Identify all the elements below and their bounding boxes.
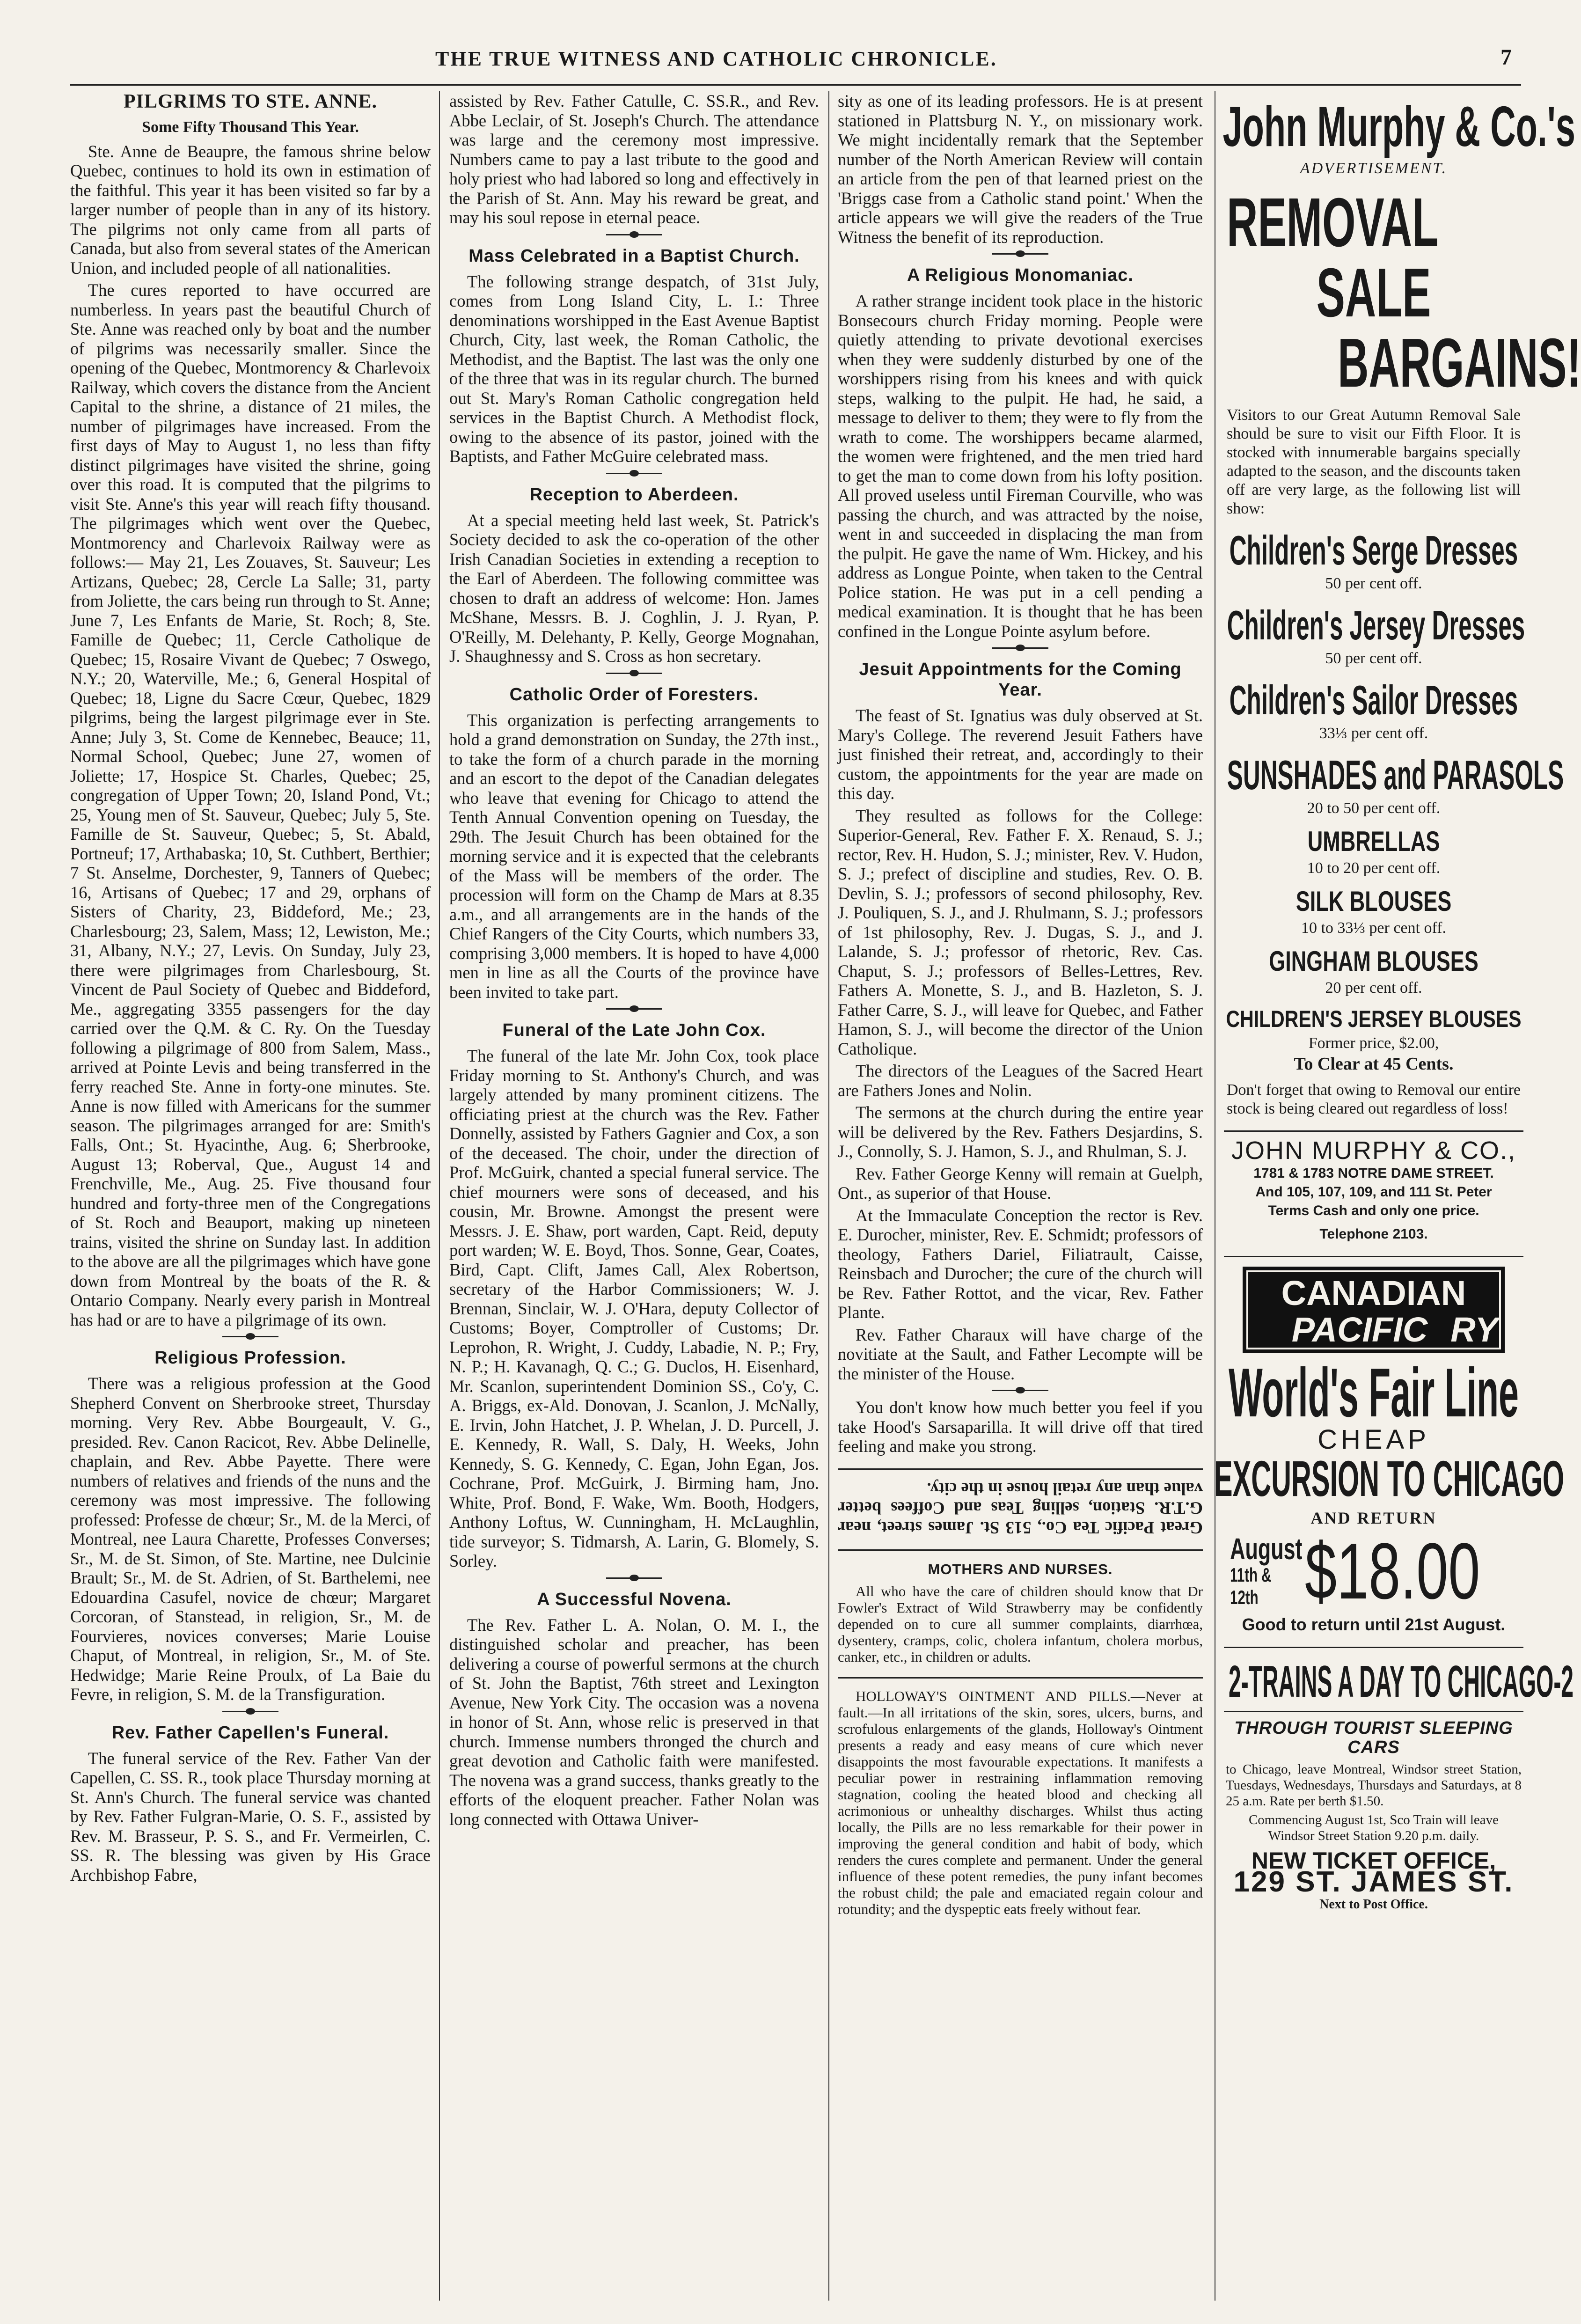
article-paragraph: sity as one of its leading professors. He is at present stationed in Plattsburg N. Y., on missionary work. We might incidentally remark that the September number of the North American Review will contain an article from the pen of that learned priest on the 'Briggs case from a Catholic stand point.' When the article appears we will give the readers of the True Witness the benefit of its reproduction. bbox=[838, 91, 1203, 247]
rule bbox=[838, 1677, 1203, 1679]
article-paragraph: The funeral of the late Mr. John Cox, took place Friday morning to St. Anthony's Church, and was largely attended by many prominent citizens. The officiating priest at the church was the Rev. Father Donnelly, assisted by Fathers Gagnier and Cox, a son of the deceased. The choir, under the direction of Prof. McGuirk, chanted a special funeral service. The chief mourners were sons of deceased, and his cousin, Mr. Browne. Amongst the present were Messrs. J. E. Shaw, port warden, Capt. Reid, deputy port warden; W. E. Boyd, Thos. Sonne, Gear, Coates, Bird, Capt. Clift, James Call, Alex Robertson, secretary of the Harbor Commissioners; W. J. Brennan, Sinclair, W. J. O'Hara, deputy Collector of Customs; Boyer, Comptroller of Customs; Dr. Leprohon, R. Wright, J. Cuddy, Labadie, N. P.; Fry, N. P.; H. Kavanagh, Q. C.; G. Duclos, H. Eisenhard, Mr. Scanlon, superintendent Dominion SS., Co'y, C. A. Briggs, ex-Ald. Donovan, J. Scanlon, J. McNally, E. Irvin, John Hatchet, J. P. Whelan, J. D. Purcell, J. E. Kennedy, R. Wall, S. Daly, H. Weeks, John Kennedy, S. G. Kennedy, C. Egan, John Egan, Jos. Cochrane, Prof. McGuirk, J. Birming ham, Jno. White, Prof. Bond, F. Wake, Wm. Booth, Hodgers, Anthony Loftus, W. Cunningham, H. McLaughlin, tide surveyor; S. Tidmarsh, A. Larin, G. Blomely, S. Sorley. bbox=[449, 1046, 819, 1570]
ad-item-name: UMBRELLAS bbox=[1307, 825, 1440, 857]
ad-schedule-note: Commencing August 1st, Sco Train will leave Windsor Street Station 9.20 p.m. daily. bbox=[1248, 1812, 1499, 1843]
ad-sale: SALE bbox=[1316, 254, 1431, 331]
ad-item-name: CHILDREN'S JERSEY BLOUSES bbox=[1226, 1005, 1522, 1032]
ad-hoods: You don't know how much better you feel if you take Hood's Sarsaparilla. It will drive off that tired feeling and make you strong. bbox=[838, 1398, 1203, 1456]
separator bbox=[606, 234, 662, 235]
ad-label: ADVERTISEMENT. bbox=[1300, 160, 1448, 177]
article-paragraph: There was a religious profession at the Good Shepherd Convent on Sherbrooke street, Thursday morning. Very Rev. Abbe Bourgeault, V. G., presided. Rev. Canon Racicot, Rev. Abbe Delinelle, chaplain, and Rev. Abbe Payette. There were numbers of relatives and friends of the nuns and the ceremony was most impressive. The following professed: Professe de chœur; Sr., M. de la Merci, of Montreal, nee Laura Charette, Professes Converses; Sr., M. de St. Simon, of Ste. Martine, nee Dulcinie Brault; Sr., M. de St. Adrien, of St. Barthelemi, nee Edouardina Casufel, novice de chœur; Margaret Corcoran, of Stanstead, in religion, Sr., M. de Fourvieres, novices converses; Marie Louise Chaput, of Montreal, in religion, Sr., M. of Ste. Hedwidge; Marie Reine Proulx, of La Baie du Fevre, in religion, S. M. de la Transfiguration. bbox=[70, 1374, 431, 1704]
ad-price: $18.00 bbox=[1305, 1527, 1480, 1616]
ad-clear: To Clear at 45 Cents. bbox=[1294, 1054, 1454, 1074]
separator bbox=[992, 647, 1048, 649]
headline-monomaniac: A Religious Monomaniac. bbox=[907, 265, 1134, 285]
ad-item-discount: 10 to 33⅓ per cent off. bbox=[1301, 919, 1447, 937]
article-paragraph: The Rev. Father L. A. Nolan, O. M. I., the distinguished scholar and preacher, has been delivering a course of powerful sermons at the church of St. John the Baptist, 76th street and Lexington Avenue, New York City. The occasion was a novena in honor of St. Ann, whose relic is preserved in that church. Immense numbers thronged the church and great devotion and Catholic faith were manifested. The novena was a grand success, thanks greatly to the efforts of the eloquent preacher. Father Nolan was long connected with Ottawa Univer- bbox=[449, 1615, 819, 1829]
column-rule bbox=[828, 91, 829, 2301]
ad-address: And 105, 107, 109, and 111 St. Peter bbox=[1255, 1184, 1492, 1200]
rule bbox=[838, 1549, 1203, 1551]
column-4-advertisements bbox=[1214, 91, 1581, 2305]
article-paragraph: Ste. Anne de Beaupre, the famous shrine below Quebec, continues to hold its own in estimation of the faithful. This year it has been visited so far by a larger number of people than in any of its history. The pilgrims not only came from all parts of Canada, but also from several states of the American Union, and included people of all nationalities. bbox=[70, 141, 431, 278]
ad-holloway: HOLLOWAY'S OINTMENT AND PILLS.—Never at fault.—In all irritations of the skin, sores, ulcers, burns, and scrofulous enlargements of the glands, Holloway's Ointment presents a ready and easy means of cure which never disappoints the most favourable expectations. It manifests a peculiar power in restraining inflammation removing stagnation, cooling the heated blood and checking all acrimonious or unhealthy discharges. Whilst thus acting locally, the Pills are no less remarkable for their power in improving the general condition and habit of body, which renders the cures complete and permanent. Under the general influence of these potent remedies, the puny infant becomes the robust child; the pale and emaciated regain colour and rotundity; and the dyspeptic eats freely without fear. bbox=[838, 1688, 1203, 1917]
ad-item-discount: 20 to 50 per cent off. bbox=[1307, 799, 1441, 817]
article-paragraph: Rev. Father Charaux will have charge of the novitiate at the Sault, and Father Lecompte will be the minister of the House. bbox=[838, 1325, 1203, 1383]
ad-dont-forget: Don't forget that owing to Removal our entire stock is being cleared out regardless of loss! bbox=[1227, 1081, 1521, 1117]
separator bbox=[606, 1577, 662, 1579]
page-number: 7 bbox=[1500, 45, 1512, 70]
column-1 bbox=[70, 91, 431, 2305]
subheadline-pilgrims: Some Fifty Thousand This Year. bbox=[142, 118, 359, 136]
article-paragraph: The directors of the Leagues of the Sacred Heart are Fathers Jones and Nolin. bbox=[838, 1061, 1203, 1100]
ad-item-name: Children's Sailor Dresses bbox=[1229, 676, 1518, 723]
ad-cheap: CHEAP bbox=[1318, 1424, 1430, 1455]
ad-next-to-post-office: Next to Post Office. bbox=[1319, 1897, 1428, 1912]
headline-john-cox: Funeral of the Late John Cox. bbox=[502, 1020, 766, 1040]
ad-item-name: Children's Jersey Dresses bbox=[1227, 601, 1525, 648]
separator bbox=[606, 673, 662, 674]
separator bbox=[222, 1336, 278, 1337]
ad-item-name: SUNSHADES and PARASOLS bbox=[1227, 751, 1564, 798]
ad-item-discount: Former price, $2.00, bbox=[1308, 1034, 1439, 1052]
rule bbox=[1224, 1711, 1523, 1712]
ad-intro: Visitors to our Great Autumn Removal Sale should be sure to visit our Fifth Floor. It is stocked with innumerable bargains specially adapted to the season, and the discounts taken off are very large, as the following list will show: bbox=[1227, 406, 1521, 517]
cp-logo-line3: RY bbox=[1450, 1310, 1498, 1349]
ad-removal: REMOVAL bbox=[1227, 183, 1439, 261]
separator bbox=[606, 473, 662, 474]
ad-month: August bbox=[1230, 1532, 1303, 1566]
separator bbox=[992, 1390, 1048, 1391]
headline-foresters: Catholic Order of Foresters. bbox=[509, 684, 759, 704]
ad-murphy-name: JOHN MURPHY & CO., bbox=[1231, 1136, 1516, 1165]
ad-bargains: BARGAINS! bbox=[1338, 324, 1581, 402]
article-paragraph: The cures reported to have occurred are numberless. In years past the beautiful Church of Ste. Anne was reached only by boat and the number of pilgrims was necessarily smaller. Since the opening of the Quebec, Montmorency & Charlevoix Railway, which covers the distance from the Ancient Capital to the shrine, a distance of 21 miles, the number of pilgrimages have increased. From the first days of May to August 1, no less than fifty distinct pilgrimages have visited the shrine, going over this road. It is computed that the pilgrims to visit Ste. Anne's this year will reach fifty thousand. The pilgrimages which went over the Quebec, Montmorency and Charlevoix Railway were as follows:— May 21, Les Zouaves, St. Sauveur; Les Artizans, Quebec; 28, Cercle La Salle; 31, party from Joliette, the cars being run through to St. Anne; June 7, Les Enfants de Marie, St. Roch; 8, Ste. Famille de Quebec; 11, Cercle Catholique de Quebec; 15, Rosaire Vivant de Quebec; 7 Oswego, N.Y.; 20, Waterville, Me.; 6, General Hospital of Quebec; 18, Ligne du Sacre Cœur, Quebec, 1829 pilgrims, being the largest pilgrimage ever in Ste. Anne; July 3, St. Come de Kennebec, Beauce; 11, Normal School, Quebec; June 27, women of Joliette; 17, Hospice St. Charles, Quebec; 25, congregation of Upper Town; 20, Island Pond, Vt.; 25, Young men of St. Sauveur, Quebec; July 5, Ste. Famille de St. Sauveur, Quebec; 5, St. Abald, Portneuf; 17, Arthabaska; 10, St. Cuthbert, Berthier; 7 St. Anselme, Dorchester, 9, Tanners of Quebec; 16, Artisans of Quebec; 17 and 29, orphans of Sisters of Charity, 23, Biddeford, Me.; 23, Charlesbourg; 23, Salem, Mass; 12, Lewiston, Me.; 31, Albany, N.Y.; 27, Levis. On Sunday, July 23, there were pilgrimages from Charlesbourg, St. Vincent de Paul Society of Quebec and Biddeford, Me., aggregating 3355 passengers for the day carried over the Q.M. & C. Ry. On the Tuesday following a pilgrimage of 800 from Salem, Mass., arrived at Pointe Levis and being transferred in the ferry reached Ste. Anne in forty-one minutes. Ste. Anne is now filled with Americans for the summer season. The pilgrimages arranged for are: Smith's Falls, Ont.; St. Hyacinthe, Aug. 6; Sherbrooke, August 13; Roberval, Que., August 14 and Frenchville, Me., Aug. 25. Five thousand four hundred and forty-three men of the Congregations of St. Roch and Beauport, making up nineteen trains, visited the shrine on Sunday last. In addition to the above are all the pilgrimages which have gone down from Montreal by the boats of the R. & Ontario Company. Nearly every parish in Montreal has had or are to have a pilgrimage of its own. bbox=[70, 280, 431, 1329]
article-paragraph: This organization is perfecting arrangements to hold a grand demonstration on Sunday, the 27th inst., to take the form of a church parade in the morning and an escort to the depot of the Canadian delegates who leave that evening for Chicago to attend the Tenth Annual Convention opening on Tuesday, the 29th. The Jesuit Church has been obtained for the morning service and it is expected that the celebrants of the Mass will be members of the order. The procession will form on the Champ de Mars at 8.35 a.m., and all arrangements are in the hands of the Chief Rangers of the City Courts, which numbers 33, comprising 3,000 members. It is hoped to have 4,000 men in line as all the Courts of the province have been invited to take part. bbox=[449, 710, 819, 1002]
ad-address: 1781 & 1783 NOTRE DAME STREET. bbox=[1253, 1166, 1494, 1181]
article-paragraph: assisted by Rev. Father Catulle, C. SS.R., and Rev. Abbe Leclair, of St. Joseph's Church. The attendance was large and the ceremony most impressive. Numbers came to pay a last tribute to the good and holy priest who had labored so long and effectively in the Parish of St. Ann. May his reward be great, and may his soul repose in eternal peace. bbox=[449, 91, 819, 227]
ad-sleeping-cars: THROUGH TOURIST SLEEPING CARS bbox=[1234, 1718, 1513, 1757]
article-paragraph: At the Immaculate Conception the rector is Rev. E. Durocher, minister, Rev. E. Schmidt; professors of theology, Fathers Dariel, Filiatrault, Caisse, Reinsbach and Durocher; the cure of the church will be Rev. Father Rottot, and the vicar, Rev. Father Plante. bbox=[838, 1205, 1203, 1322]
ad-item-discount: 33⅓ per cent off. bbox=[1319, 724, 1428, 742]
headline-religious-profession: Religious Profession. bbox=[154, 1348, 346, 1368]
separator bbox=[992, 253, 1048, 255]
headline-jesuit: Jesuit Appointments for the Coming Year. bbox=[859, 660, 1182, 700]
ad-ticket-office: NEW TICKET OFFICE, bbox=[1251, 1847, 1496, 1874]
separator bbox=[606, 1008, 662, 1010]
ad-item-discount: 50 per cent off. bbox=[1325, 649, 1422, 667]
ad-murphy-title: John Murphy & Co.'s bbox=[1222, 95, 1575, 158]
cp-logo-line2: PACIFIC bbox=[1291, 1310, 1428, 1349]
article-paragraph: Rev. Father George Kenny will remain at Guelph, Ont., as superior of that House. bbox=[838, 1164, 1203, 1202]
cp-logo-line1: CANADIAN bbox=[1281, 1274, 1466, 1312]
column-3 bbox=[838, 91, 1203, 2305]
ad-item-name: Children's Serge Dresses bbox=[1229, 527, 1518, 573]
ad-item-discount: 20 per cent off. bbox=[1325, 979, 1422, 997]
article-paragraph: The following strange despatch, of 31st July, comes from Long Island City, L. I.: Three denominations worshipped in the East Avenue Baptist Church, City, last week, the Roman Catholic, the Methodist, and the Baptist. The last was the only one of the three that was in its regular church. The burned out St. Mary's Roman Catholic congregation held services in the Baptist Church. A Methodist flock, owing to the absence of its pastor, joined with the Baptists, and Father McGuire celebrated mass. bbox=[449, 271, 819, 466]
headline-novena: A Successful Novena. bbox=[537, 1589, 732, 1609]
ad-worlds-fair: World's Fair Line bbox=[1229, 1354, 1519, 1431]
headline-capellen-funeral: Rev. Father Capellen's Funeral. bbox=[111, 1723, 389, 1743]
masthead bbox=[70, 44, 1521, 77]
column-2 bbox=[449, 91, 819, 2305]
rule bbox=[1224, 1130, 1523, 1132]
article-paragraph: They resulted as follows for the College: Superior-General, Rev. Father F. X. Renaud, S. J.; rector, Rev. H. Hudon, S. J.; minister, Rev. V. Hudon, S. J.; prefect of discipline and studies, Rev. O. B. Devlin, S. J.; professors of second philosophy, Rev. J. Pouliquen, S. J., and J. Rhulmann, S. J.; professors of 1st philosophy, Rev. J. Dugas, S. J., and J. Lalande, S. J.; professor of rhetoric, Rev. Cas. Chaput, S. J.; professors of Belles-Lettres, Rev. Fathers A. Monette, S. J., and B. Hazleton, S. J. Father Carre, S. J., will leave for Quebec, and Father Hamon, S. J., will become the director of the Union Catholique. bbox=[838, 806, 1203, 1058]
article-paragraph: The funeral service of the Rev. Father Van der Capellen, C. SS. R., took place Thursday morning at St. Ann's Church. The funeral service was chanted by Rev. Father Fulgran-Marie, O. S. F., assisted by Rev. M. Brasseur, P. S. S., and Fr. Vermeirlen, C. SS. R. The blessing was given by His Grace Archbishop Fabre, bbox=[70, 1748, 431, 1884]
top-rule bbox=[70, 84, 1521, 86]
column-rule bbox=[439, 91, 440, 2301]
ad-item-name: SILK BLOUSES bbox=[1296, 885, 1452, 917]
ad-good-to-return: Good to return until 21st August. bbox=[1242, 1615, 1506, 1634]
ad-price-row bbox=[1224, 1527, 1523, 1616]
rule bbox=[1224, 1647, 1523, 1648]
ad-terms: Terms Cash and only one price. bbox=[1268, 1203, 1479, 1218]
article-paragraph: A rather strange incident took place in the historic Bonsecours church Friday morning. People were quietly attending to private devotional exercises when they were suddenly disturbed by one of the worshippers rising from his knees and with quick steps, walking to the pulpit. He had, he said, a message to deliver to them; they were to fly from the wrath to come. The worshippers became alarmed, the women were frightened, and the men tried hard to get the man to come down from his lofty position. All proved useless until Fireman Courville, who was passing the church, and was attracted by the noise, went in and succeeded in displacing the man from the pulpit. He gave the name of Wm. Hickey, and his address as Longue Pointe, when taken to the Central Police station. He was put in a cell pending a medical examination. It is thought that he has been confined in the Longue Pointe asylum before. bbox=[838, 291, 1203, 641]
ad-schedule: to Chicago, leave Montreal, Windsor street Station, Tuesdays, Wednesdays, Thursdays and Saturdays, at 8 25 a.m. Rate per berth $1.50. bbox=[1226, 1761, 1522, 1809]
ad-trains: 2-TRAINS A DAY TO CHICAGO-2 bbox=[1229, 1656, 1574, 1707]
separator bbox=[222, 1711, 278, 1712]
headline-aberdeen: Reception to Aberdeen. bbox=[529, 484, 739, 505]
canadian-pacific-logo bbox=[1243, 1267, 1505, 1353]
headline-baptist-church: Mass Celebrated in a Baptist Church. bbox=[468, 246, 800, 266]
rule bbox=[838, 1468, 1203, 1470]
ad-and-return: AND RETURN bbox=[1310, 1508, 1437, 1527]
article-paragraph: At a special meeting held last week, St. Patrick's Society decided to ask the co-operation of the other Irish Canadian Societies in extending a reception to the Earl of Aberdeen. The following committee was chosen to draft an address of welcome: Hon. James McShane, Messrs. B. J. Coghlin, J. J. Ryan, P. O'Reilly, M. Delehanty, P. Kelly, George Mognahan, J. Shaughnessy and S. Cross as hon secretary. bbox=[449, 510, 819, 666]
ad-telephone: Telephone 2103. bbox=[1319, 1226, 1428, 1242]
rule bbox=[1224, 1256, 1523, 1257]
ad-great-pacific-tea-inverted: Great Pacific Tea Co., 513 St. James street, near G.T.R. Station, selling Teas and Coffees better value than any retail house in the city. bbox=[838, 1479, 1203, 1537]
headline-pilgrims: PILGRIMS TO STE. ANNE. bbox=[123, 91, 378, 112]
ad-dates bbox=[1230, 1534, 1302, 1609]
article-paragraph: The sermons at the church during the entire year will be delivered by the Rev. Fathers Desjardins, S. J., Connolly, S. J. Hamon, S. J., and Rhulman, S. J. bbox=[838, 1103, 1203, 1161]
ad-days: 11th & 12th bbox=[1230, 1564, 1272, 1608]
newspaper-title: THE TRUE WITNESS AND CATHOLIC CHRONICLE. bbox=[435, 47, 997, 70]
ad-item-discount: 50 per cent off. bbox=[1325, 574, 1422, 592]
headline-mothers-nurses: MOTHERS AND NURSES. bbox=[928, 1561, 1113, 1577]
ad-excursion: EXCURSION TO CHICAGO bbox=[1214, 1450, 1565, 1507]
article-paragraph: The feast of St. Ignatius was duly observed at St. Mary's College. The reverend Jesuit Fathers have just finished their retreat, and, accordingly to their custom, the appointments for the year are made on this day. bbox=[838, 706, 1203, 803]
ad-item-discount: 10 to 20 per cent off. bbox=[1307, 859, 1441, 877]
ad-item-name: GINGHAM BLOUSES bbox=[1269, 945, 1479, 977]
ad-ticket-address: 129 ST. JAMES ST. bbox=[1233, 1866, 1514, 1898]
ad-fowler: All who have the care of children should know that Dr Fowler's Extract of Wild Strawberry may be confidently depended on to cure all summer complaints, diarrhœa, dysentery, cramps, colic, cholera infantum, cholera morbus, canker, etc., in children or adults. bbox=[838, 1583, 1203, 1665]
